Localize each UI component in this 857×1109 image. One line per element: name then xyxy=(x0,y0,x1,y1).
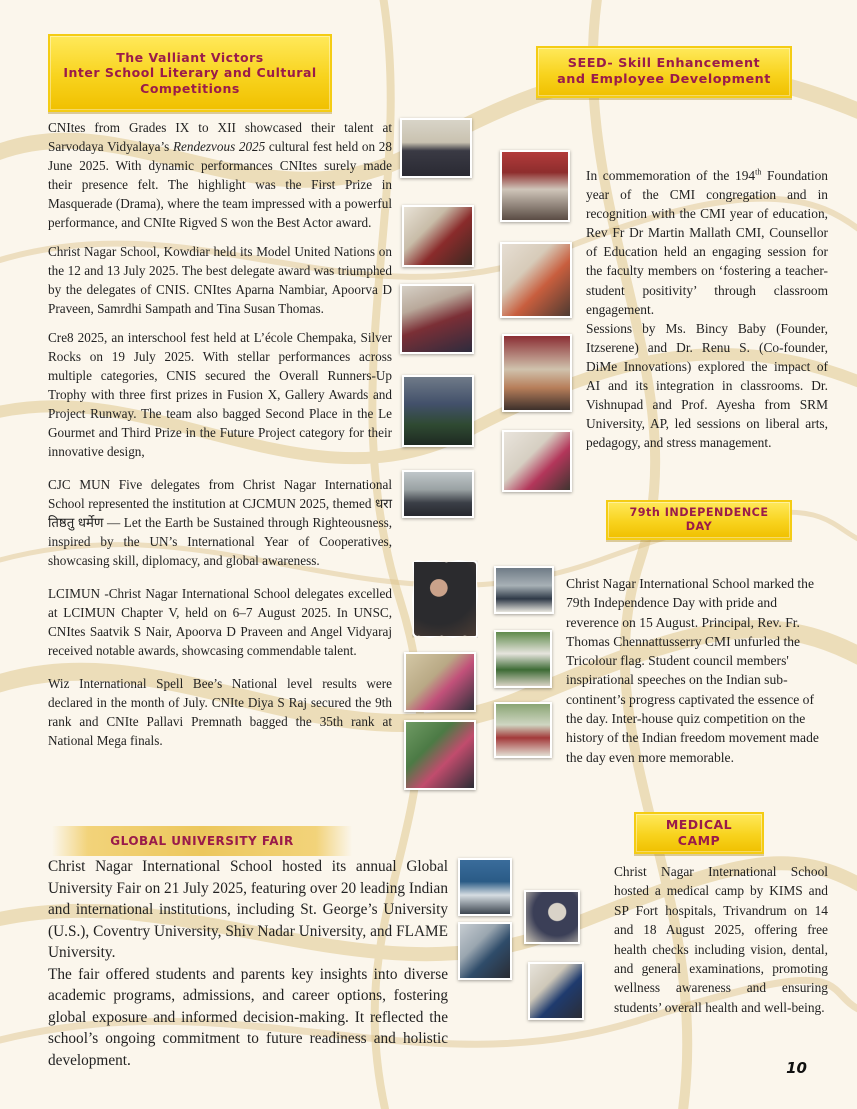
global-university-fair-text xyxy=(48,856,448,1081)
paragraph-independence: Christ Nagar International School marked the 79th Independence Day with pride and reverence on 15 August. Principal, Rev. Fr. Thomas Chennattusserry CMI unfurled the Tricolour flag. Student council members' inspirational speeches on the Indian sub-continent’s progress captivated the essence of the day. Inter-house quiz competition on the history of the Indian freedom movement made the day even more memorable. xyxy=(566,576,819,765)
independence-day-text xyxy=(566,574,828,777)
medical-camp-heading: MEDICAL CAMP xyxy=(634,812,764,854)
valiant-victors-text xyxy=(48,118,392,760)
independence-day-heading: 79th INDEPENDENCE DAY xyxy=(606,500,792,540)
photo-seed-lecture xyxy=(502,430,572,492)
photo-spell-bee xyxy=(404,720,476,790)
photo-lcimun-speaker xyxy=(412,560,478,638)
photo-quiz-competition xyxy=(494,702,552,758)
seed-text xyxy=(586,166,828,452)
photo-drama-team xyxy=(402,205,474,267)
photo-fair-booth xyxy=(458,858,512,916)
medical-camp-text xyxy=(614,862,828,1027)
paragraph-fair-intro: Christ Nagar International School hosted its annual Global University Fair on 21 July 2025, featuring over 20 leading Indian and international institutions, including St. George’s University (U.S.), Coventry University, Shiv Nadar University, and FLAME University. xyxy=(48,858,448,961)
paragraph-lcimun: LCIMUN -Christ Nagar International School delegates excelled at LCIMUN Chapter V, held on 6–7 August 2025. In UNSC, CNItes Saatvik S Nair, Apoorva D Praveen and Angel Vidyaraj received notable awards, showcasing commendable talent. xyxy=(48,586,392,658)
paragraph-ai-sessions: Sessions by Ms. Bincy Baby (Founder, Itzserene) and Dr. Renu S. (Co-founder, DiMe Innovations) explored the impact of AI and its integration in classrooms. Dr. Vishnupad and Prof. Ayesha from SRM University, AP, led sessions on liberal arts, pedagogy, and stress management. xyxy=(586,320,828,451)
paragraph-fair-insights: The fair offered students and parents key insights into diverse academic programs, admissions, and career options, fostering global exposure and informed decision-making. It reflected the school’s ongoing commitment to future readiness and holistic development. xyxy=(48,965,448,1069)
photo-cjcmun-delegates xyxy=(402,470,474,518)
paragraph-cre8: Cre8 2025, an interschool fest held at L’école Chempaka, Silver Rocks on 19 July 2025. With stellar performances across multiple categories, CNIS secured the Overall Runners-Up Trophy with three first prizes in Fusion X, Gallery Awards and Project Runway. The team also bagged Second Place in the Le Gourmet and Third Prize in the Future Project category for their innovative design, xyxy=(48,330,392,459)
seed-heading: SEED- Skill Enhancement and Employee Development xyxy=(536,46,792,98)
paragraph-cjcmun: CJC MUN Five delegates from Christ Nagar International School represented the institution at CJCMUN 2025, themed धरा तिष्ठतु धर्मेण — Let the Earth be Sustained through Righteousness, inspired by the UN’s International Year of Cooperatives, showcasing skill, diplomacy, and global awareness. xyxy=(48,477,392,568)
paragraph-kowdiar-mun: Christ Nagar School, Kowdiar held its Model United Nations on the 12 and 13 July 2025. The best delegate award was triumphed by the delegates of CNIS. CNItes Aparna Nambiar, Apoorva D Praveen, Samrdhi Sampath and Tina Susan Thomas. xyxy=(48,244,392,316)
photo-rendezvous-winners xyxy=(400,118,472,178)
photo-student-assembly xyxy=(494,630,552,688)
global-university-fair-heading: GLOBAL UNIVERSITY FAIR xyxy=(52,826,352,856)
photo-fair-visitors xyxy=(458,922,512,980)
paragraph-medical-camp: Christ Nagar International School hosted a medical camp by KIMS and SP Fort hospitals, Trivandrum on 14 and 18 August 2025, offering free health checks including vision, dental, and general examinations, promoting wellness awareness and ensuring students’ overall health and well-being. xyxy=(614,864,828,1015)
valiant-victors-heading: The Valliant Victors Inter School Literary and Cultural Competitions xyxy=(48,34,332,112)
photo-dental-check xyxy=(524,890,580,944)
photo-eye-check xyxy=(528,962,584,1020)
photo-seed-felicitation xyxy=(500,242,572,318)
photo-seed-session xyxy=(500,150,570,222)
photo-seed-speakers xyxy=(502,334,572,412)
paragraph-rendezvous: CNItes from Grades IX to XII showcased their talent at Sarvodaya Vidyalaya’s Rendezvous 2025 cultural fest held on 28 June 2025. With dynamic performances CNItes surely made their presence felt. The highlight was the First Prize in Masquerade (Drama), where the team impressed with a powerful performance, and CNIte Rigved S won the Best Actor award. xyxy=(48,120,392,230)
photo-cre8-team xyxy=(402,375,474,447)
photo-lcimun-award xyxy=(404,652,476,712)
paragraph-spell-bee: Wiz International Spell Bee’s National level results were declared in the month of July. CNIte Diya S Raj secured the 9th rank and CNIte Pallavi Premnath bagged the 35th rank at National Mega finals. xyxy=(48,676,392,748)
photo-flag-hoisting xyxy=(494,566,554,614)
page-number: 10 xyxy=(786,1059,807,1077)
photo-mun-delegates xyxy=(400,284,474,354)
paragraph-foundation-year: In commemoration of the 194th Foundation year of the CMI congregation and in recognition with the CMI year of education, Rev Fr Dr Martin Mallath CMI, Counsellor of Education held an engaging session for the faculty members on ‘fostering a teacher-student positivity’ through classroom engagement. xyxy=(586,167,828,317)
